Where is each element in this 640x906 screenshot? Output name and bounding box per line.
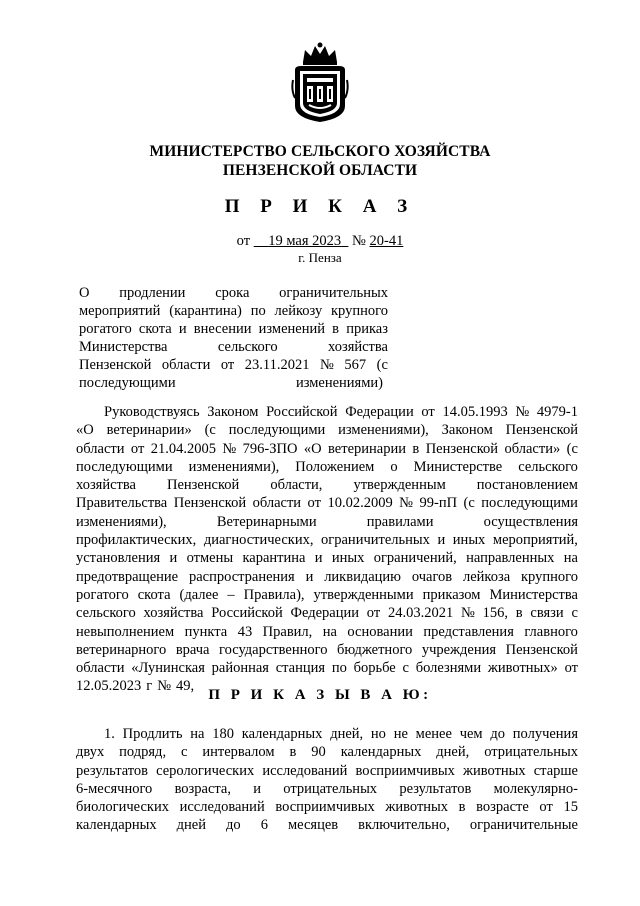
text-line: двух подряд, с интервалом в 90 календарных дней, отрицательных — [76, 744, 578, 761]
text-line: предотвращение распространения и ликвидацию очагов лейкоза крупного — [76, 568, 578, 585]
order-item-1 — [76, 725, 578, 835]
text-line: Руководствуясь Законом Российской Федерации от 14.05.1993 № 4979-1 — [104, 404, 578, 420]
subject-line: рогатого скота и внесении изменений в приказ — [79, 321, 388, 337]
subject-line: О продлении срока ограничительных — [79, 285, 388, 301]
text-line: 6-месячного возраста, и отрицательных результатов молекулярно- — [76, 780, 578, 797]
text-line: 12.05.2023 г № 49, — [76, 678, 195, 695]
coat-of-arms-emblem — [291, 40, 349, 124]
date-number-line — [0, 232, 640, 250]
document-type-title: П Р И К А З — [224, 196, 416, 217]
text-line: «О ветеринарии» (с последующими изменениями), Законом Пензенской — [76, 422, 578, 439]
ministry-name-line2: ПЕНЗЕНСКОЙ ОБЛАСТИ — [222, 162, 418, 179]
number-label: № — [352, 233, 366, 249]
text-line: результатов серологических исследований восприимчивых животных старше — [76, 762, 578, 779]
ministry-name-line1: МИНИСТЕРСТВО СЕЛЬСКОГО ХОЗЯЙСТВА — [149, 143, 491, 160]
text-line: Правительства Пензенской области от 10.02.2009 № 99-пП (с последующими — [76, 495, 578, 512]
text-line: области от 21.04.2005 № 796-ЗПО «О ветеринарии в Пензенской области» (с — [76, 440, 578, 457]
text-line: области «Лунинская районная станция по борьбе с болезнями животных» от — [76, 660, 578, 677]
preamble-paragraph — [76, 403, 578, 696]
order-number: 20-41 — [369, 233, 404, 249]
text-line: профилактических, диагностических, ограничительных и иных мероприятий, — [76, 532, 578, 549]
text-line: ветеринарного врача государственного бюджетного учреждения Пензенской — [76, 641, 578, 658]
text-line: рогатого скота (далее – Правила), утвержденными приказом Министерства — [76, 586, 578, 603]
text-line: календарных дней до 6 месяцев включительно, ограничительные — [76, 817, 578, 834]
text-line: невыполнением пункта 43 Правил, на основании представления главного — [76, 623, 578, 640]
order-subject — [79, 284, 388, 392]
city-label: г. Пенза — [298, 250, 342, 265]
order-date: 19 мая 2023 — [268, 233, 342, 249]
text-line: последующими изменениями), Положением о Министерстве сельского — [76, 458, 578, 475]
text-line: биологических исследований восприимчивых животных в возрасте от 15 — [76, 799, 578, 816]
text-line: 1. Продлить на 180 календарных дней, но не менее чем до получения — [104, 726, 578, 742]
text-line: сельского хозяйства Российской Федерации от 24.03.2021 № 156, в связи с — [76, 605, 578, 622]
date-prefix: от — [236, 233, 251, 249]
subject-line: последующими изменениями) — [79, 375, 383, 391]
text-line: изменениями), Ветеринарными правилами осуществления — [76, 513, 578, 530]
text-line: установления и отмены карантина и иных ограничений, направленных на — [76, 550, 578, 567]
subject-line: Министерства сельского хозяйства — [79, 339, 388, 355]
subject-line: мероприятий (карантина) по лейкозу крупного — [79, 303, 388, 319]
text-line: хозяйства Пензенской области, утвержденным постановлением — [76, 477, 578, 494]
subject-line: Пензенской области от 23.11.2021 № 567 (с — [79, 357, 388, 373]
order-heading: П Р И К А З Ы В А Ю: — [208, 687, 432, 703]
